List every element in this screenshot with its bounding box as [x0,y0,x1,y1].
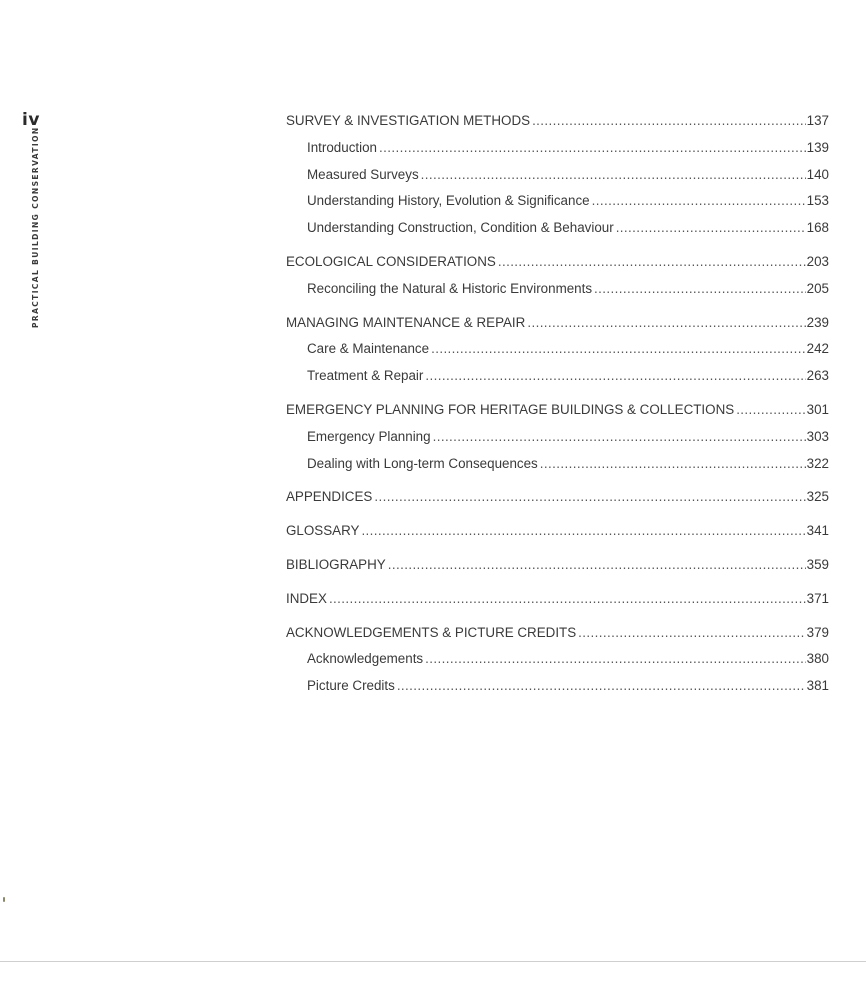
dot-leader [532,108,806,135]
toc-page-number: 139 [806,139,829,155]
toc-section [286,397,829,477]
toc-entry-title: SURVEY & INVESTIGATION METHODS [286,113,531,128]
dot-leader [425,646,806,673]
toc-page-number: 381 [806,678,829,694]
dot-leader [421,162,806,189]
toc-subentry-title: Acknowledgements [307,651,424,667]
toc-entry-title: INDEX [286,590,327,606]
toc-section [286,484,829,511]
toc-subentry-title: Introduction [307,139,377,155]
toc-page-number: 359 [806,556,829,572]
toc-section [286,586,829,613]
toc-entry-title: APPENDICES [286,489,373,505]
toc-page-number: 341 [806,523,829,539]
bottom-divider [0,961,866,962]
toc-entry [286,310,829,337]
toc-entry [286,518,829,545]
toc-subentry-title: Emergency Planning [307,428,431,444]
toc-section [286,310,829,390]
toc-page-number: 137 [806,113,829,128]
toc-section [286,620,829,700]
toc-section [286,552,829,579]
dot-leader [594,276,806,303]
dot-leader [374,484,805,511]
toc-entry-title: ECOLOGICAL CONSIDERATIONS [286,253,496,269]
table-of-contents [286,108,829,707]
dot-leader [527,310,805,337]
toc-entry-title: GLOSSARY [286,523,360,539]
toc-entry-title: EMERGENCY PLANNING FOR HERITAGE BUILDINGS & COLLECTIONS [286,401,735,417]
toc-subentry [286,451,829,478]
toc-section [286,108,829,242]
toc-subentry-title: Care & Maintenance [307,341,430,357]
toc-entry [286,552,829,579]
toc-subentry-title: Measured Surveys [307,166,419,182]
running-title: PRACTICAL BUILDING CONSERVATION [31,126,40,328]
toc-page-number: 239 [806,314,829,330]
dot-leader [433,424,806,451]
toc-entry [286,108,829,135]
toc-page-number: 322 [806,455,829,471]
toc-page-number: 168 [806,220,829,236]
toc-entry-title: BIBLIOGRAPHY [286,556,386,572]
toc-page-number: 371 [806,590,829,606]
dot-leader [431,336,806,363]
toc-subentry-title: Understanding Construction, Condition & Behaviour [307,220,614,236]
toc-subentry-title: Dealing with Long-term Consequences [307,455,538,471]
dot-leader [388,552,806,579]
toc-page-number: 242 [806,341,829,357]
dot-leader [379,135,806,162]
toc-entry [286,484,829,511]
toc-entry [286,397,829,424]
toc-page-number: 379 [806,624,829,640]
dot-leader [425,363,805,390]
toc-page-number: 263 [806,368,829,384]
toc-subentry [286,424,829,451]
toc-entry-title: MANAGING MAINTENANCE & REPAIR [286,314,526,330]
dot-leader [361,518,805,545]
toc-page-number: 140 [806,166,829,182]
toc-page-number: 153 [806,193,829,209]
dot-leader [540,451,806,478]
toc-page-number: 303 [806,428,829,444]
toc-subentry-title: Understanding History, Evolution & Significance [307,193,590,209]
toc-subentry [286,646,829,673]
toc-subentry-title: Reconciling the Natural & Historic Environments [307,280,593,296]
dot-leader [616,215,806,242]
page-number: iv [22,110,40,130]
toc-subentry [286,162,829,189]
toc-subentry [286,188,829,215]
toc-page-number: 325 [806,489,829,505]
dot-leader [592,188,806,215]
toc-subentry [286,336,829,363]
toc-subentry [286,215,829,242]
toc-subentry-title: Picture Credits [307,678,395,694]
toc-subentry-title: Treatment & Repair [307,368,424,384]
toc-page-number: 301 [806,401,829,417]
toc-page-number: 205 [806,280,829,296]
toc-subentry [286,363,829,390]
scan-speck [3,897,5,902]
dot-leader [736,397,805,424]
toc-entry [286,249,829,276]
toc-section [286,518,829,545]
toc-page-number: 380 [806,651,829,667]
toc-subentry [286,673,829,700]
toc-entry-title: ACKNOWLEDGEMENTS & PICTURE CREDITS [286,624,577,640]
dot-leader [329,586,806,613]
toc-entry [286,620,829,647]
toc-entry [286,586,829,613]
toc-subentry [286,135,829,162]
toc-page-number: 203 [806,253,829,269]
dot-leader [498,249,806,276]
dot-leader [578,620,805,647]
dot-leader [397,673,806,700]
toc-subentry [286,276,829,303]
toc-section [286,249,829,303]
